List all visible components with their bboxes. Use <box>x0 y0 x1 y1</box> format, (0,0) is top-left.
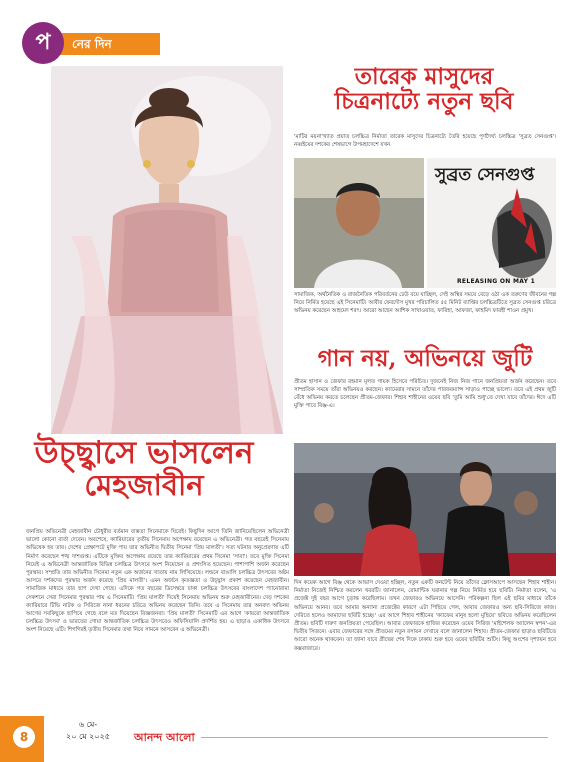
director-photo <box>294 158 424 288</box>
poster-release-text: RELEASING ON MAY 1 <box>457 278 536 285</box>
headline-line-1: তারেক মাসুদের <box>354 63 494 90</box>
page-number: 8 <box>13 726 35 748</box>
article-body-gaan: প্রীতম হাসান ও জেফার রহমান মূলত গায়ক হিসেবে পরিচিত। দুজনেই নিজ নিজ গানে জনপ্রিয়তা অর্জন করেছেন। তবে সাম্প্রতিক সময়ে তাঁরা অভিনয়ও করছেন। ক্যামেরার সামনে তাঁদের পারফরম্যান্স সাড়াও পাচ্ছে ভালো। তবে এই প্রথম জুটি বেঁধে অভিনয় করতে চলেছেন প্রীতম-জেফার। শিহাব শাহীনের ওয়েব ছবি 'তুমি আমি শুধু'তে দেখা যাবে তাঁদের। ঈদে এটি মুক্তি পাবে বিঞ্জ-এ। <box>294 379 556 409</box>
issue-date-line-1: ৬ মে- <box>78 720 98 729</box>
film-poster <box>427 158 556 288</box>
headline-tarek-masud <box>300 64 548 115</box>
headline-mehazabien <box>24 437 264 502</box>
headline-line-1: উচ্ছ্বাসে ভাসলেন <box>34 435 254 471</box>
event-photo <box>294 443 556 576</box>
mehazabien-photo <box>51 66 283 434</box>
headline-gaan-noy: গান নয়, অভিনয়ে জুটি <box>317 345 533 372</box>
section-badge: প <box>22 22 64 64</box>
poster-title: সুব্রত সেনগুপ্ত <box>435 165 535 185</box>
issue-date-line-2: ২০ মে ২০২৫ <box>66 732 110 741</box>
article-body-mehazabien: জনপ্রিয় অভিনেত্রী মেহজাবীন চৌধুরীর বর্তমান ব্যস্ততা সিনেমাকে ঘিরেই। কিছুদিন আগে তিনি জানিয়েছিলেন অভিনেত্রী ভালো কোনো বার্তা দেবেন। অবশেষে, ক্যারিয়ারের তৃতীয় সিনেমায় অপেক্ষায় রয়েছেন এ অভিনেত্রী। গত বছরেই সিনেমায় অভিষেক হয় তার। দেশের প্রেক্ষাপটে মুক্তি পায় তার অভিনীত দ্বিতীয় সিনেমা 'প্রিয় মালতী'। সত্য ঘটনার অনুপ্রেরণায় এটি নির্মাণ করেছেন শঙ্খ দাশগুপ্ত। এটিকে মুক্তির অপেক্ষায় রয়েছে তার ক্যারিয়ারের প্রথম সিনেমা 'সাবা'। তবে মুক্তি সিনেমা নিয়েই এ অভিনেত্রী আন্তর্জাতিক বিভিন্ন চলচ্চিত্র উৎসবে অংশ নিয়েছেন ও প্রশংসিত হয়েছেন। পাশাপাশি অর্জন করেছেন পুরস্কার। সম্প্রতি তার অভিনীত সিনেমা নতুন এক অর্জনের খাতায় নাম লিখিয়েছে। লন্ডনে বাঙালি চলচ্চিত্র উৎসবের অষ্টম আসরে দর্শকদের পুরস্কার অর্জন করেছে 'প্রিয় মালতী'। এমন অর্জনে কৃতজ্ঞতা ও উচ্ছ্বাস প্রকাশ করেছেন মেহজাবীন। সামাজিক মাধ্যমে তার ছাপ দেখা গেছে। এদিকে গত বছরের ডিসেম্বরে ঢাকা চলচ্চিত্র উৎসবের বাংলাদেশ প্যানোরামা সেকশনে সেরা সিনেমার পুরস্কার পায় এ সিনেমাটি। 'প্রিয় মালতী' দিয়েই সিনেমায় অভিনয় শুরু মেহজাবীনের। দেড় দশকের ক্যারিয়ারে টিভি নাটক ও সিরিজে নানা ধরনের চরিত্রে অভিনয় করেছেন তিনি। তবে এ সিনেমায় তার অনবদ্য অভিনয় আগের সবকিছুকে ছাপিয়ে গেছে বলে মত দিয়েছেন বিজ্ঞজনরা। 'প্রিয় মালতী' সিনেমাটি এর আগে 'কায়রো আন্তর্জাতিক চলচ্চিত্র উৎসব' ও ভারতের গোয়া আন্তর্জাতিক চলচ্চিত্র উৎসবেও অফিসিয়ালি প্রদর্শিত হয়। এ ছাড়াও একাধিক উৎসবে অংশ নিয়েছে এটি। শিগগিরই তৃতীয় সিনেমার তথ্য নিয়ে সামনে আসবেন এ অভিনেত্রী। <box>26 529 289 634</box>
issue-date <box>52 719 124 743</box>
article-body-tarek: সামাজিক, অর্থনৈতিক ও রাজনৈতিক পরিবর্তনের ঢেউ বয়ে যাচ্ছিল, সেই অস্থির সময়ে বেড়ে ওঠা এক তরুণের জীবনের গল্প নিয়ে নির্মিত হয়েছে এই সিনেমাটি। আবীর ফেরদৌস মুখর পরিচালিত ৫৫ মিনিট ব্যাপ্তির চলচ্চিত্রটিতে সুব্রত সেনগুপ্ত চরিত্রে অভিনয় করেছেন আহমেদ শরৎ। আরো আছেন আশিক সাখাওয়াত, ফারিহা, আফজা, ফাহমিদ ফারহী শাওন প্রমুখ। <box>294 292 556 314</box>
section-label: নের দিন <box>52 33 160 55</box>
article-intro-tarek: 'মাটির ময়না'খ্যাত প্রয়াত চলচ্চিত্র নির্মাতা তারেক মাসুদের চিত্রনাট্যে তৈরি হয়েছে পূর্ণদৈর্ঘ্য চলচ্চিত্র 'সুব্রত সেনগুপ্ত'। নব্বইয়ের দশকের শেষভাগে উপমহাদেশে যখন <box>294 134 556 148</box>
headline-line-2: চিত্রনাট্যে নতুন ছবি <box>334 88 514 116</box>
photo-row-tarek <box>294 158 556 288</box>
magazine-logo: আনন্দ আলো <box>128 729 201 748</box>
headline-line-2: মেহজাবীন <box>84 468 204 503</box>
article-body-event: দিন কয়েক আগে বিঞ্জ থেকে আভাস দেওয়া হচ্ছিল, নতুন একটি কনটেন্ট নিয়ে তাঁদের ক্লোসআপে আসছেন শিহাব শাহীন। নির্মাতা নিজেই নিশ্চিত করলেন খবরটি। জানালেন, রোমান্টিক ঘরানার গল্প নিয়ে নির্মিত হবে ছবিটি। নির্মাতা বলেন, 'এ প্রজেক্ট দুই বছর আগে চূড়ান্ত করেছিলাম। তখন জেফারও অভিনয়ে আসেনি। পরিকল্পনা ছিল এই ছবির মাধ্যমে তাঁকে অভিনয়ে আনব। তবে আমার অন্যান্য প্রজেক্টের কারণে এটা পিছিয়ে গেল, আবার জেফারও অন্য ছবি-সিরিজে কাজ। দেরিতে হলেও আমাদের ছবিটি হচ্ছে।' এর আগে শিহাব শাহীনের 'ক্যাফের মানুষ হলো মুছিয়ে' ছবিতে অভিনয় করেছিলেন প্রীতম। ছবিটি দারুণ জনপ্রিয়তা পেয়েছিল। আবার জেফারকে হাজির করেছেন ওয়েব সিরিজ 'মাইশেলফ অ্যালেন স্বপন'-এর দ্বিতীয় সিজনে। এবার জেফারের সঙ্গে প্রীতমের নতুন রসায়ন দেখাবে বলে জানালেন শিহাব। প্রীতম-জেফার ছাড়াও ছবিটিতে আরো অনেক থাকবেন। তা জানা যাবে গ্রীষ্মের শেষ দিকে ঢাকায় শুরু হবে ওয়েব ছবিটির শুটিং। কিছু অংশের দৃশ্যায়ন হবে কক্সবাজারে। <box>294 580 556 652</box>
